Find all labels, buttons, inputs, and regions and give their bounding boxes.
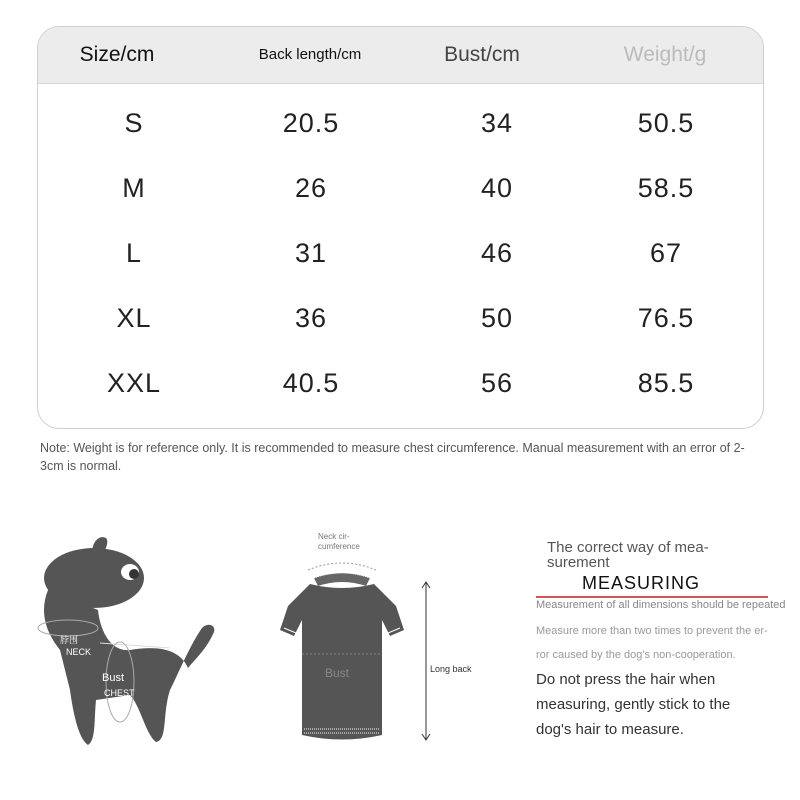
chest-label: CHEST <box>104 688 135 698</box>
shirt-bust-label: Bust <box>325 666 350 680</box>
bust-label: Bust <box>102 672 125 684</box>
neck-circumference-label: Neck cir- cumference <box>318 532 360 551</box>
header-weight: Weight/g <box>623 43 707 66</box>
cell-back-length: 31 <box>294 238 328 268</box>
cell-back-length: 36 <box>294 303 328 333</box>
cell-back-length: 40.5 <box>282 368 340 398</box>
cell-size: S <box>124 108 144 138</box>
cell-weight: 58.5 <box>637 173 695 203</box>
cell-size: L <box>125 238 143 268</box>
long-back-label: Long back <box>430 664 472 674</box>
shirt-measurement-figure <box>270 530 470 760</box>
table-header <box>38 27 763 84</box>
cell-size: XL <box>116 303 152 333</box>
cell-bust: 40 <box>480 173 514 203</box>
dog-measurement-figure <box>30 530 230 760</box>
cell-size: M <box>122 173 146 203</box>
cell-bust: 34 <box>480 108 514 138</box>
cell-weight: 76.5 <box>637 303 695 333</box>
guide-line-3: ror caused by the dog's non-cooperation. <box>536 649 736 661</box>
cell-weight: 85.5 <box>637 368 695 398</box>
reference-note: Note: Weight is for reference only. It is recommended to measure chest circumference. Manual measurement with an error of 2-3cm is normal. <box>40 441 745 473</box>
cell-weight: 67 <box>649 238 683 268</box>
header-back-length: Back length/cm <box>258 46 362 63</box>
neck-cn-label: 脖围 <box>60 635 79 645</box>
neck-label: NECK <box>66 647 92 657</box>
size-table <box>37 26 764 429</box>
guide-title: The correct way of mea- surement <box>547 539 709 571</box>
header-size: Size/cm <box>79 43 155 66</box>
header-bust: Bust/cm <box>444 43 520 66</box>
measuring-guide <box>536 540 786 742</box>
guide-measuring-heading: MEASURING <box>582 573 701 593</box>
cell-weight: 50.5 <box>637 108 695 138</box>
guide-line-2: Measure more than two times to prevent the er- <box>536 625 768 637</box>
guide-body: Do not press the hair when measuring, gently stick to the dog's hair to measure. <box>536 671 731 738</box>
cell-back-length: 26 <box>294 173 328 203</box>
guide-accent-line <box>536 596 768 598</box>
cell-bust: 46 <box>480 238 514 268</box>
cell-back-length: 20.5 <box>282 108 340 138</box>
cell-bust: 56 <box>480 368 514 398</box>
guide-line-1: Measurement of all dimensions should be repeated <box>536 599 786 611</box>
cell-bust: 50 <box>480 303 514 333</box>
shirt-silhouette-icon <box>270 530 470 760</box>
cell-size: XXL <box>106 368 162 398</box>
